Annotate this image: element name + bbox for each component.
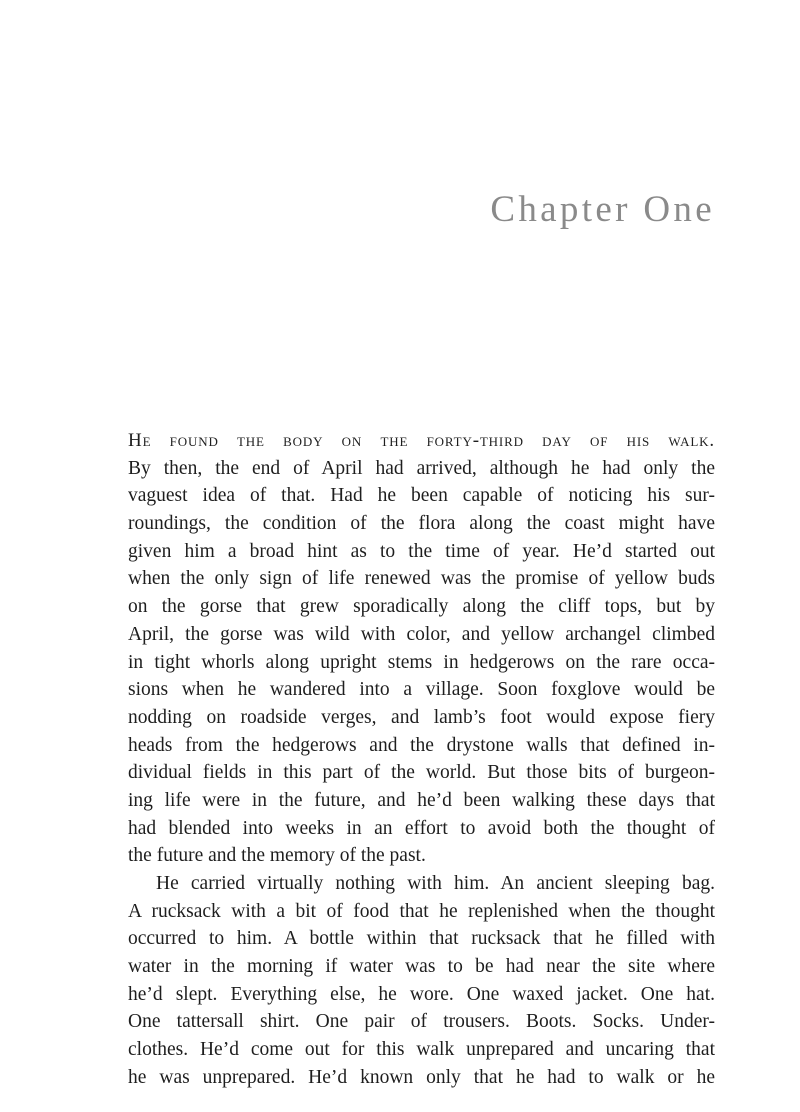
- text-line: roundings, the condition of the flora along the coast might have: [128, 513, 715, 535]
- text-line: April, the gorse was wild with color, and yellow archangel climbed: [128, 623, 715, 645]
- text-line: dividual fields in this part of the world. But those bits of burgeon-: [128, 762, 715, 784]
- chapter-heading: Chapter One: [490, 189, 715, 230]
- text-line: He carried virtually nothing with him. An ancient sleeping bag.: [156, 873, 715, 894]
- text-line: One tattersall shirt. One pair of trousers. Boots. Socks. Under-: [128, 1011, 715, 1033]
- text-line: ing life were in the future, and he’d been walking these days that: [128, 789, 715, 811]
- text-line: He found the body on the forty-third day of his walk.: [128, 430, 715, 451]
- text-line: sions when he wandered into a village. Soon foxglove would be: [128, 679, 715, 701]
- text-line: water in the morning if water was to be had near the site where: [128, 956, 715, 978]
- text-line: on the gorse that grew sporadically along the cliff tops, but by: [128, 596, 715, 618]
- text-line: occurred to him. A bottle within that rucksack that he filled with: [128, 928, 715, 950]
- text-line: when the only sign of life renewed was the promise of yellow buds: [128, 568, 715, 590]
- body-text: [128, 427, 715, 1092]
- text-line: A rucksack with a bit of food that he replenished when the thought: [128, 900, 715, 922]
- text-line: By then, the end of April had arrived, although he had only the: [128, 457, 715, 479]
- text-line: nodding on roadside verges, and lamb’s foot would expose fiery: [128, 706, 715, 728]
- text-line: the future and the memory of the past.: [128, 845, 426, 867]
- text-line: had blended into weeks in an effort to avoid both the thought of: [128, 817, 715, 839]
- text-line: he’d slept. Everything else, he wore. One waxed jacket. One hat.: [128, 983, 715, 1005]
- text-line: heads from the hedgerows and the drystone walls that defined in-: [128, 734, 715, 756]
- text-line: given him a broad hint as to the time of year. He’d started out: [128, 540, 715, 562]
- text-line: in tight whorls along upright stems in hedgerows on the rare occa-: [128, 651, 715, 673]
- text-line: he was unprepared. He’d known only that he had to walk or he: [128, 1066, 715, 1088]
- text-line: clothes. He’d come out for this walk unprepared and uncaring that: [128, 1039, 715, 1061]
- text-line: vaguest idea of that. Had he been capable of noticing his sur-: [128, 485, 715, 507]
